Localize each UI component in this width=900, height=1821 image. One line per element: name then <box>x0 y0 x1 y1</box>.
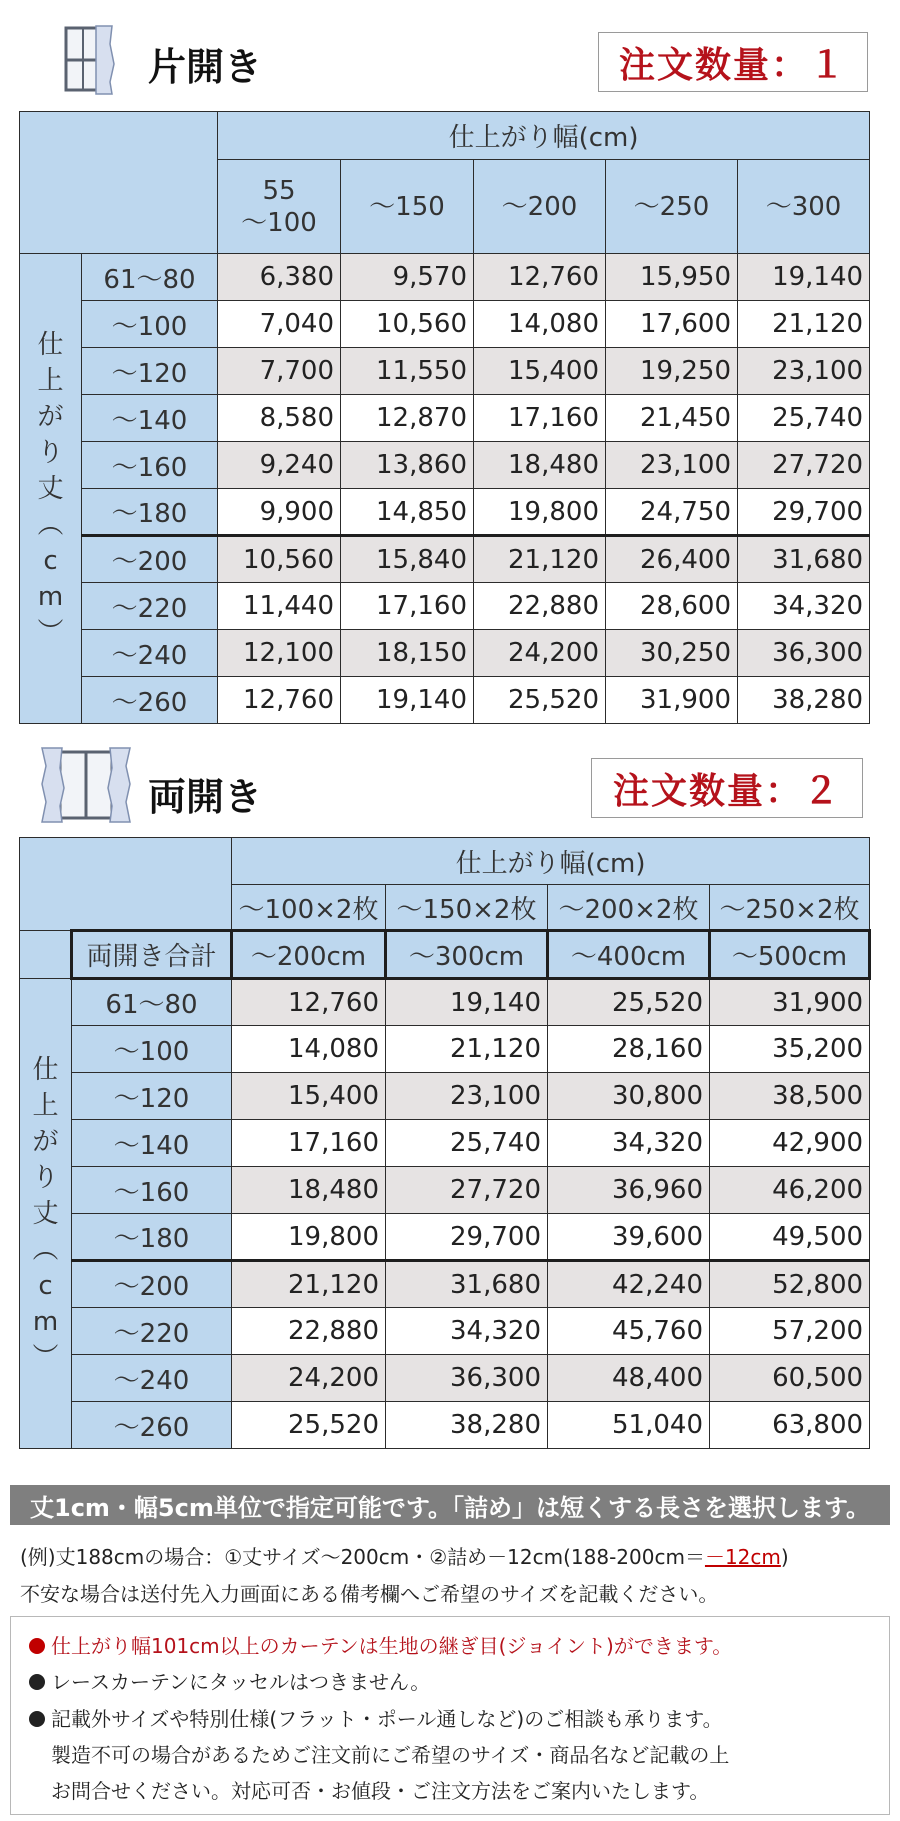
price-cell: 39,600 <box>548 1214 710 1261</box>
price-cell: 9,570 <box>341 254 474 301</box>
width-col-header <box>474 160 606 254</box>
row-header: ～200 <box>72 1261 232 1308</box>
width-header: 仕上がり幅(cm) <box>232 838 870 885</box>
row-header: ～160 <box>72 1167 232 1214</box>
height-label-char: c <box>43 545 58 576</box>
width-col-header: ～150×2枚 <box>386 885 548 931</box>
double-curtain-icon <box>38 746 134 824</box>
corner-cell-lower <box>20 931 72 979</box>
section-title-single: 片開き <box>148 45 263 89</box>
width-col-header: ～200×2枚 <box>548 885 710 931</box>
price-cell: 46,200 <box>710 1167 870 1214</box>
price-cell: 42,240 <box>548 1261 710 1308</box>
price-cell: 22,880 <box>474 583 606 630</box>
price-cell: 29,700 <box>386 1214 548 1261</box>
price-cell: 23,100 <box>606 442 738 489</box>
price-cell: 15,950 <box>606 254 738 301</box>
price-cell: 38,280 <box>386 1402 548 1449</box>
height-label-char: 上 <box>32 1090 59 1121</box>
price-cell: 24,200 <box>474 630 606 677</box>
width-col-header: ～250×2枚 <box>710 885 870 931</box>
price-cell: 24,750 <box>606 489 738 536</box>
order-qty-double: 注文数量：２ <box>591 758 863 818</box>
price-cell: 27,720 <box>386 1167 548 1214</box>
price-cell: 51,040 <box>548 1402 710 1449</box>
price-cell: 27,720 <box>738 442 870 489</box>
price-cell: 26,400 <box>606 536 738 583</box>
price-cell: 38,500 <box>710 1073 870 1120</box>
price-cell: 12,100 <box>218 630 341 677</box>
price-cell: 6,380 <box>218 254 341 301</box>
price-cell: 57,200 <box>710 1308 870 1355</box>
single-curtain-icon <box>62 24 116 96</box>
row-header: ～220 <box>72 1308 232 1355</box>
price-cell: 17,160 <box>232 1120 386 1167</box>
price-cell: 9,240 <box>218 442 341 489</box>
width-col-label: ～200 <box>501 191 578 222</box>
width-col-header <box>606 160 738 254</box>
price-cell: 63,800 <box>710 1402 870 1449</box>
price-cell: 34,320 <box>386 1308 548 1355</box>
height-label-char: m <box>32 1306 59 1337</box>
width-header: 仕上がり幅(cm) <box>218 112 870 160</box>
price-table-single <box>19 111 870 724</box>
height-label-char: 仕 <box>32 1054 59 1085</box>
price-cell: 19,140 <box>341 677 474 724</box>
bullet-icon <box>29 1711 45 1727</box>
price-cell: 21,120 <box>474 536 606 583</box>
info-item-2-text: レースカーテンにタッセルはつきません。 <box>51 1670 431 1694</box>
example-prefix: (例)丈188cmの場合：①丈サイズ～200cm・②詰め－12cm(188-200cm＝ <box>20 1545 705 1569</box>
width-col-header <box>218 160 341 254</box>
price-cell: 22,880 <box>232 1308 386 1355</box>
price-cell: 48,400 <box>548 1355 710 1402</box>
price-cell: 24,200 <box>232 1355 386 1402</box>
price-cell: 17,160 <box>341 583 474 630</box>
price-cell: 31,900 <box>606 677 738 724</box>
price-cell: 25,740 <box>386 1120 548 1167</box>
height-label <box>20 254 82 724</box>
price-cell: 9,900 <box>218 489 341 536</box>
row-header: ～200 <box>82 536 218 583</box>
price-cell: 15,400 <box>232 1073 386 1120</box>
row-header: ～160 <box>82 442 218 489</box>
row-header: 61～80 <box>72 979 232 1026</box>
info-item-3-line2: 製造不可の場合があるためご注文前にご希望のサイズ・商品名など記載の上 <box>51 1743 730 1767</box>
info-item-1 <box>29 1630 732 1659</box>
price-cell: 11,440 <box>218 583 341 630</box>
price-cell: 29,700 <box>738 489 870 536</box>
width-col-label: 55 <box>262 175 296 206</box>
height-label <box>20 979 72 1449</box>
price-cell: 19,140 <box>738 254 870 301</box>
price-cell: 21,120 <box>386 1026 548 1073</box>
price-cell: 7,700 <box>218 348 341 395</box>
price-cell: 19,800 <box>232 1214 386 1261</box>
price-cell: 42,900 <box>710 1120 870 1167</box>
price-cell: 15,400 <box>474 348 606 395</box>
price-cell: 49,500 <box>710 1214 870 1261</box>
price-cell: 10,560 <box>218 536 341 583</box>
row-header: 61～80 <box>82 254 218 301</box>
info-box <box>10 1616 890 1815</box>
height-label-char: ︶ <box>32 1342 59 1373</box>
price-cell: 17,160 <box>474 395 606 442</box>
price-cell: 8,580 <box>218 395 341 442</box>
order-qty-single: 注文数量：１ <box>598 32 868 92</box>
price-cell: 28,600 <box>606 583 738 630</box>
section-title-double: 両開き <box>148 775 263 819</box>
price-cell: 45,760 <box>548 1308 710 1355</box>
price-cell: 14,080 <box>232 1026 386 1073</box>
row-header: ～140 <box>72 1120 232 1167</box>
price-cell: 21,120 <box>232 1261 386 1308</box>
row-header: ～240 <box>82 630 218 677</box>
row-header: ～260 <box>82 677 218 724</box>
example-note <box>20 1541 789 1570</box>
price-cell: 19,250 <box>606 348 738 395</box>
example-red: －12cm <box>704 1545 781 1569</box>
height-label-char: 仕 <box>37 329 64 360</box>
price-cell: 25,520 <box>474 677 606 724</box>
price-cell: 19,800 <box>474 489 606 536</box>
price-cell: 12,760 <box>232 979 386 1026</box>
price-cell: 19,140 <box>386 979 548 1026</box>
price-cell: 17,600 <box>606 301 738 348</box>
row-header: ～100 <box>82 301 218 348</box>
price-cell: 12,760 <box>474 254 606 301</box>
info-item-3 <box>29 1703 723 1732</box>
row-header: ～120 <box>72 1073 232 1120</box>
total-col-header: ～500cm <box>710 931 870 979</box>
price-cell: 13,860 <box>341 442 474 489</box>
price-cell: 30,800 <box>548 1073 710 1120</box>
price-cell: 18,480 <box>232 1167 386 1214</box>
height-label-char: ︶ <box>37 617 64 648</box>
height-label-char: 丈 <box>37 473 64 504</box>
price-cell: 60,500 <box>710 1355 870 1402</box>
price-cell: 28,160 <box>548 1026 710 1073</box>
height-label-char: 上 <box>37 365 64 396</box>
info-item-3-line3: お問合せください。対応可否・お値段・ご注文方法をご案内いたします。 <box>51 1779 710 1803</box>
width-col-label: ～100 <box>241 207 317 238</box>
row-header: ～260 <box>72 1402 232 1449</box>
price-cell: 31,900 <box>710 979 870 1026</box>
row-header: ～240 <box>72 1355 232 1402</box>
width-col-header <box>738 160 870 254</box>
row-header: ～180 <box>72 1214 232 1261</box>
width-col-label: ～250 <box>633 191 710 222</box>
unit-banner: 丈1cm・幅5cm単位で指定可能です。「詰め」は短くする長さを選択します。 <box>10 1485 890 1525</box>
price-cell: 10,560 <box>341 301 474 348</box>
width-col-header <box>341 160 474 254</box>
total-col-header: ～200cm <box>232 931 386 979</box>
row-header: ～140 <box>82 395 218 442</box>
price-table-double <box>19 837 871 1449</box>
price-cell: 14,080 <box>474 301 606 348</box>
price-cell: 21,120 <box>738 301 870 348</box>
info-item-2 <box>29 1666 430 1695</box>
price-cell: 14,850 <box>341 489 474 536</box>
price-cell: 7,040 <box>218 301 341 348</box>
price-cell: 15,840 <box>341 536 474 583</box>
height-label-char: が <box>32 1126 59 1157</box>
corner-cell <box>20 838 232 931</box>
height-label-char: ︵ <box>32 1234 59 1265</box>
total-col-header: ～400cm <box>548 931 710 979</box>
price-cell: 36,300 <box>386 1355 548 1402</box>
price-cell: 25,520 <box>548 979 710 1026</box>
bullet-icon <box>29 1674 45 1690</box>
row-header: ～180 <box>82 489 218 536</box>
price-cell: 12,760 <box>218 677 341 724</box>
price-cell: 25,520 <box>232 1402 386 1449</box>
row-header: ～220 <box>82 583 218 630</box>
row-header: ～100 <box>72 1026 232 1073</box>
price-cell: 36,300 <box>738 630 870 677</box>
price-cell: 31,680 <box>738 536 870 583</box>
corner-cell <box>20 112 218 254</box>
price-cell: 12,870 <box>341 395 474 442</box>
price-cell: 18,150 <box>341 630 474 677</box>
height-label-char: m <box>37 581 64 612</box>
height-label-char: 丈 <box>32 1198 59 1229</box>
price-cell: 25,740 <box>738 395 870 442</box>
width-col-header: ～100×2枚 <box>232 885 386 931</box>
height-label-char: り <box>32 1162 59 1193</box>
price-cell: 52,800 <box>710 1261 870 1308</box>
total-col-header: ～300cm <box>386 931 548 979</box>
price-cell: 36,960 <box>548 1167 710 1214</box>
bullet-icon <box>29 1638 45 1654</box>
price-cell: 21,450 <box>606 395 738 442</box>
price-cell: 31,680 <box>386 1261 548 1308</box>
width-col-label: ～300 <box>765 191 842 222</box>
price-cell: 38,280 <box>738 677 870 724</box>
example-suffix: ) <box>780 1545 789 1569</box>
price-cell: 30,250 <box>606 630 738 677</box>
price-cell: 23,100 <box>386 1073 548 1120</box>
price-cell: 34,320 <box>548 1120 710 1167</box>
remarks-note: 不安な場合は送付先入力画面にある備考欄へご希望のサイズを記載ください。 <box>20 1582 719 1606</box>
price-cell: 23,100 <box>738 348 870 395</box>
price-cell: 34,320 <box>738 583 870 630</box>
price-cell: 11,550 <box>341 348 474 395</box>
height-label-char: が <box>37 401 64 432</box>
info-item-1-text: 仕上がり幅101cm以上のカーテンは生地の継ぎ目(ジョイント)ができます。 <box>51 1634 733 1658</box>
total-label: 両開き合計 <box>72 931 232 979</box>
height-label-char: c <box>38 1270 53 1301</box>
height-label-char: ︵ <box>37 509 64 540</box>
price-cell: 35,200 <box>710 1026 870 1073</box>
row-header: ～120 <box>82 348 218 395</box>
height-label-char: り <box>37 437 64 468</box>
price-cell: 18,480 <box>474 442 606 489</box>
info-item-3-text: 記載外サイズや特別仕様(フラット・ポール通しなど)のご相談も承ります。 <box>51 1707 723 1731</box>
width-col-label: ～150 <box>369 191 445 222</box>
